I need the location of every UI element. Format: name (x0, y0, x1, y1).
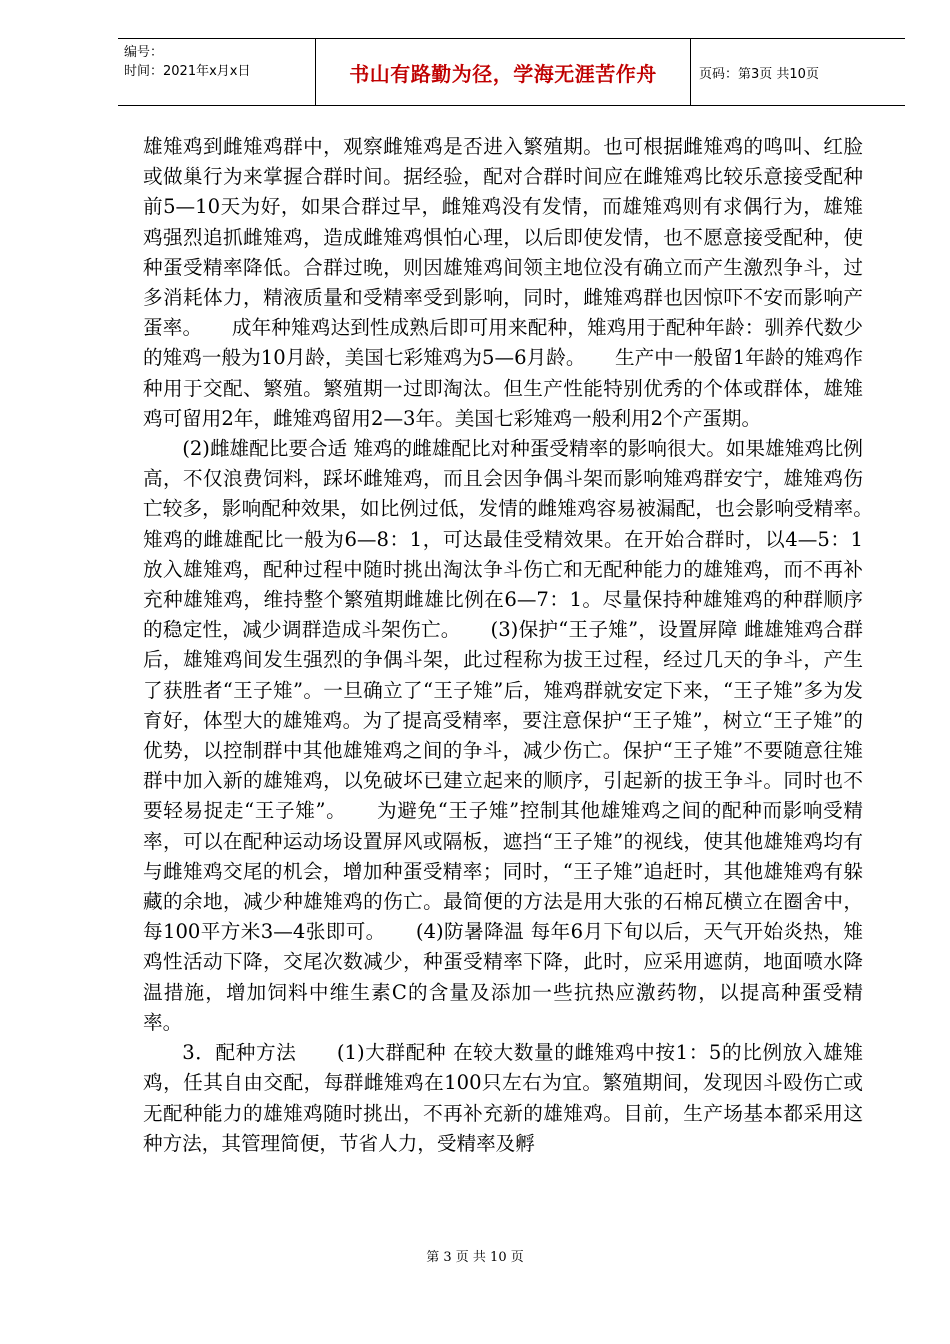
paragraph: 3．配种方法 (1)大群配种 在较大数量的雌雉鸡中按1：5的比例放入雄雉鸡，任其自由交配，每群雌雉鸡在100只左右为宜。繁殖期间，发现因斗殴伤亡或无配种能力的雄雉鸡随时挑出，不再补充新的雄雉鸡。目前，生产场基本都采用这种方法，其管理简便，节省人力，受精率及孵 (143, 1041, 863, 1155)
header-meta-cell (118, 39, 316, 105)
header-motto: 书山有路勤为径，学海无涯苦作舟 (316, 39, 691, 105)
header-page-info: 页码：第3页 共10页 (699, 66, 819, 82)
document-body (143, 132, 903, 1159)
paragraph: 雄雉鸡到雌雉鸡群中，观察雌雉鸡是否进入繁殖期。也可根据雌雉鸡的鸣叫、红脸或做巢行为来掌握合群时间。据经验，配对合群时间应在雌雉鸡比较乐意接受配种前5—10天为好，如果合群过早，雌雉鸡没有发情，而雄雉鸡则有求偶行为，雄雉鸡强烈追抓雌雉鸡，造成雌雉鸡惧怕心理，以后即使发情，也不愿意接受配种，使种蛋受精率降低。合群过晚，则因雄雉鸡间领主地位没有确立而产生激烈争斗，过多消耗体力，精液质量和受精率受到影响，同时，雌雉鸡群也因惊吓不安而影响产蛋率。 成年种雉鸡达到性成熟后即可用来配种，雉鸡用于配种年龄：驯养代数少的雉鸡一般为10月龄，美国七彩雉鸡为5—6月龄。 生产中一般留1年龄的雉鸡作种用于交配、繁殖。繁殖期一过即淘汰。但生产性能特别优秀的个体或群体，雄雉鸡可留用2年，雌雉鸡留用2—3年。美国七彩雉鸡一般利用2个产蛋期。 (143, 135, 863, 430)
page-header (118, 38, 905, 106)
page-footer: 第 3 页 共 10 页 (426, 1250, 524, 1265)
serial-label: 编号： (124, 45, 164, 60)
paragraph: (2)雌雄配比要合适 雉鸡的雌雄配比对种蛋受精率的影响很大。如果雄雉鸡比例高，不仅浪费饲料，踩坏雌雉鸡，而且会因争偶斗架而影响雉鸡群安宁，雄雉鸡伤亡较多，影响配种效果，如比例过低，发情的雌雉鸡容易被漏配，也会影响受精率。 雉鸡的雌雄配比一般为6—8：1，可达最佳受精效果。在开始合群时，以4—5：1放入雄雉鸡，配种过程中随时挑出淘汰争斗伤亡和无配种能力的雄雉鸡，而不再补充种雄雉鸡，维持整个繁殖期雌雄比例在6—7：1。尽量保持种雄雉鸡的种群顺序的稳定性，减少调群造成斗架伤亡。 (3)保护“王子雉”，设置屏障 雌雄雉鸡合群后，雄雉鸡间发生强烈的争偶斗架，此过程称为拔王过程，经过几天的争斗，产生了获胜者“王子雉”。一旦确立了“王子雉”后，雉鸡群就安定下来，“王子雉”多为发育好，体型大的雄雉鸡。为了提高受精率，要注意保护“王子雉”，树立“王子雉”的优势，以控制群中其他雄雉鸡之间的争斗，减少伤亡。保护“王子雉”不要随意往雉群中加入新的雄雉鸡，以免破坏已建立起来的顺序，引起新的拔王争斗。同时也不要轻易捉走“王子雉”。 为避免“王子雉”控制其他雄雉鸡之间的配种而影响受精率，可以在配种运动场设置屏风或隔板，遮挡“王子雉”的视线，使其他雄雉鸡均有与雌雉鸡交尾的机会，增加种蛋受精率；同时，“王子雉”追赶时，其他雄雉鸡有躲藏的余地，减少种雄雉鸡的伤亡。最简便的方法是用大张的石棉瓦横立在圈舍中，每100平方米3—4张即可。 (4)防暑降温 每年6月下旬以后，天气开始炎热，雉鸡性活动下降，交尾次数减少，种蛋受精率下降，此时，应采用遮荫，地面喷水降温措施，增加饲料中维生素C的含量及添加一些抗热应激药物，以提高种蛋受精率。 (143, 437, 903, 1034)
time-label: 时间：2021年x月x日 (124, 64, 251, 79)
